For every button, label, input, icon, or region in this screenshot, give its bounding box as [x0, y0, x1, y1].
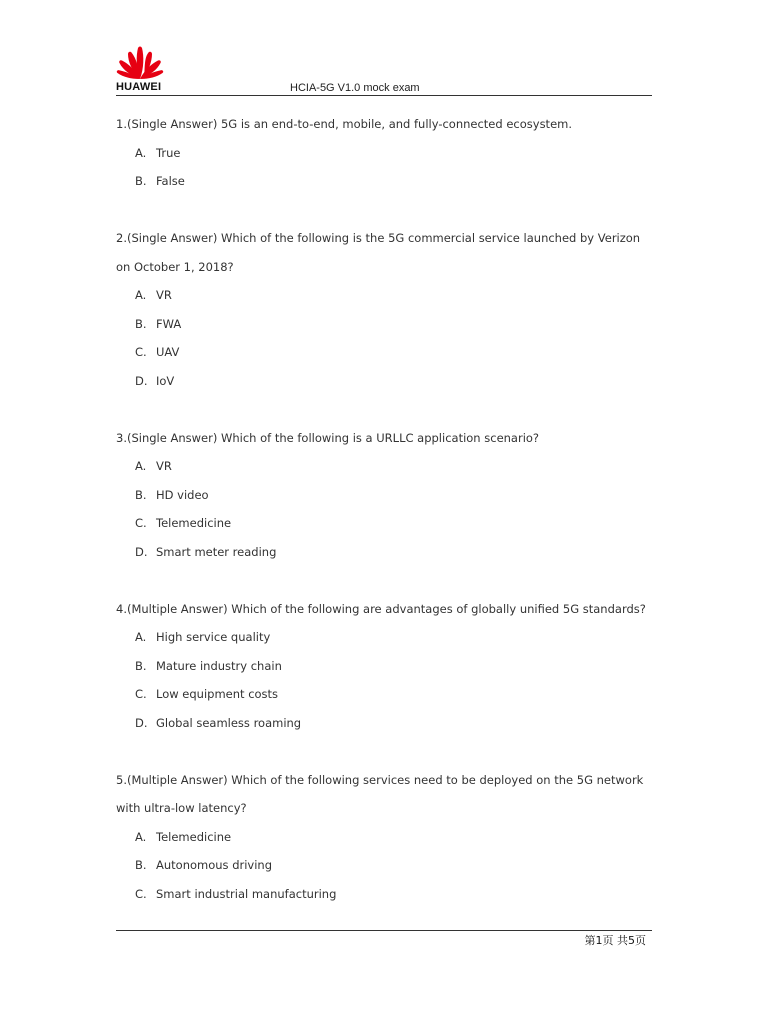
- option-label: Autonomous driving: [156, 858, 273, 872]
- option-label: Low equipment costs: [156, 687, 279, 701]
- option-label: FWA: [156, 316, 182, 331]
- question-5: [116, 766, 652, 909]
- page-header: [116, 44, 652, 96]
- option-a: [116, 623, 652, 652]
- spacer: [116, 737, 652, 766]
- option-label: HD video: [156, 487, 209, 502]
- option-b: [116, 310, 652, 339]
- option-d: [116, 538, 652, 567]
- option-letter: B.: [135, 487, 147, 502]
- option-b: [116, 851, 652, 880]
- option-a: [116, 823, 652, 852]
- question-text: 2.(Single Answer) Which of the following is the 5G commercial service launched by Verizon on October 1, 2018?: [116, 231, 641, 274]
- option-label: Telemedicine: [156, 516, 232, 530]
- option-letter: C.: [135, 687, 147, 701]
- option-letter: A.: [135, 288, 147, 302]
- brand-wordmark: HUAWEI: [116, 81, 162, 93]
- spacer: [116, 566, 652, 595]
- option-label: UAV: [156, 345, 180, 359]
- option-c: [116, 338, 652, 367]
- option-label: Global seamless roaming: [156, 715, 302, 730]
- option-c: [116, 880, 652, 909]
- option-c: [116, 680, 652, 709]
- option-letter: C.: [135, 345, 147, 359]
- huawei-logo: [116, 44, 166, 96]
- header-divider: [116, 95, 652, 96]
- option-letter: A.: [135, 459, 147, 473]
- option-letter: B.: [135, 658, 147, 673]
- option-letter: B.: [135, 316, 147, 331]
- option-b: [116, 167, 652, 196]
- option-letter: A.: [135, 829, 147, 844]
- question-2: [116, 224, 652, 395]
- option-label: True: [156, 145, 181, 160]
- option-letter: A.: [135, 145, 147, 160]
- question-text: 5.(Multiple Answer) Which of the following services need to be deployed on the 5G network with ultra-low latency?: [116, 772, 644, 815]
- question-text: 1.(Single Answer) 5G is an end-to-end, mobile, and fully-connected ecosystem.: [116, 117, 573, 131]
- question-3: [116, 424, 652, 567]
- option-label: IoV: [156, 373, 175, 388]
- option-label: Mature industry chain: [156, 658, 282, 673]
- spacer: [116, 395, 652, 424]
- option-letter: C.: [135, 886, 147, 901]
- question-4: [116, 595, 652, 738]
- option-label: False: [156, 174, 185, 188]
- option-label: Smart meter reading: [156, 544, 277, 559]
- option-letter: B.: [135, 174, 147, 188]
- question-1: [116, 110, 652, 196]
- option-d: [116, 367, 652, 396]
- page-number: 第1页 共5页: [584, 934, 646, 947]
- option-letter: D.: [135, 715, 148, 730]
- option-label: High service quality: [156, 630, 271, 644]
- option-letter: A.: [135, 630, 147, 644]
- option-label: Smart industrial manufacturing: [156, 886, 337, 901]
- option-b: [116, 652, 652, 681]
- option-c: [116, 509, 652, 538]
- option-label: VR: [156, 459, 172, 473]
- option-a: [116, 281, 652, 310]
- huawei-petals-icon: [116, 44, 164, 80]
- option-letter: C.: [135, 516, 147, 530]
- document-title: HCIA-5G V1.0 mock exam: [290, 82, 420, 94]
- option-letter: B.: [135, 858, 147, 872]
- footer-divider: [116, 930, 652, 931]
- spacer: [116, 196, 652, 225]
- option-d: [116, 709, 652, 738]
- option-letter: D.: [135, 544, 148, 559]
- option-a: [116, 139, 652, 168]
- option-b: [116, 481, 652, 510]
- question-text: 3.(Single Answer) Which of the following is a URLLC application scenario?: [116, 430, 540, 445]
- question-text: 4.(Multiple Answer) Which of the following are advantages of globally unified 5G standards?: [116, 601, 646, 616]
- option-a: [116, 452, 652, 481]
- option-label: Telemedicine: [156, 829, 232, 844]
- option-label: VR: [156, 288, 172, 302]
- option-letter: D.: [135, 373, 148, 388]
- question-list: [116, 110, 652, 908]
